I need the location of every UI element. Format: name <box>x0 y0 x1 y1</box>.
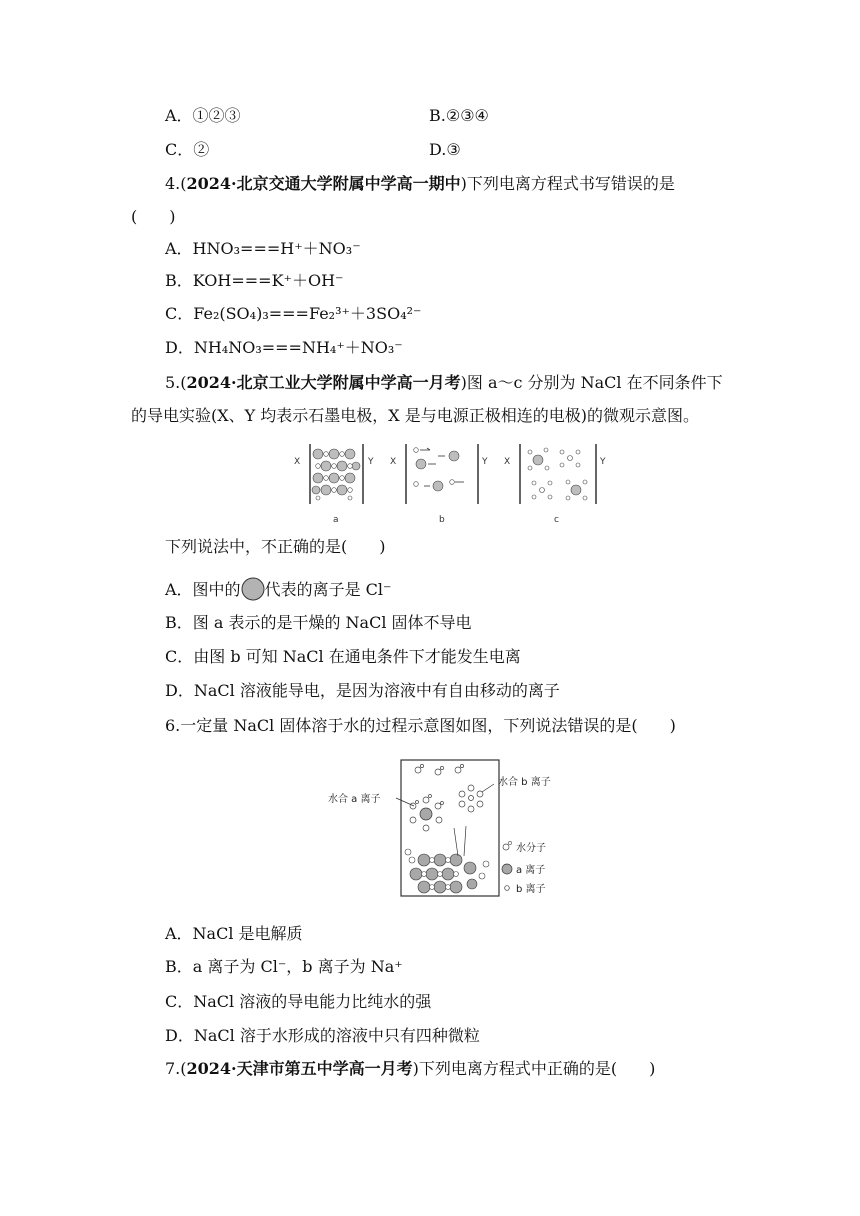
q4-option-d: D．NH₄NO₃===NH₄⁺＋NO₃⁻ <box>165 338 403 357</box>
panel-c <box>504 444 606 525</box>
q4-option-b: B．KOH===K⁺＋OH⁻ <box>165 271 344 290</box>
q6-option-d: D．NaCl 溶于水形成的溶液中只有四种微粒 <box>165 1026 480 1045</box>
panel-b-y-label: Y <box>482 457 488 467</box>
q5-number: 5.( <box>165 373 187 392</box>
q4-option-c: C．Fe₂(SO₄)₃===Fe₂³⁺＋3SO₄²⁻ <box>165 304 422 323</box>
q4-number: 4.( <box>165 174 187 193</box>
q3-option-a: A．①②③ <box>165 106 241 125</box>
q3-option-b: B.②③④ <box>429 106 489 125</box>
q5-stem-text1: )图 a～c 分别为 NaCl 在不同条件下 <box>460 373 723 392</box>
panel-b <box>390 444 488 525</box>
q7-stem <box>165 1058 655 1080</box>
q6-stem: 6.一定量 NaCl 固体溶于水的过程示意图如图，下列说法错误的是( ) <box>165 716 676 735</box>
q4-stem <box>165 173 675 195</box>
panel-c-y-label: Y <box>600 457 606 467</box>
label-hydrated-a: 水合 a 离子 <box>328 794 381 805</box>
q4-option-a: A．HNO₃===H⁺＋NO₃⁻ <box>165 239 361 258</box>
q5-stem-line1 <box>165 372 723 394</box>
q5-source: 2024·北京工业大学附属中学高一月考 <box>186 373 461 392</box>
q5-option-d: D．NaCl 溶液能导电，是因为溶液中有自由移动的离子 <box>165 681 560 700</box>
legend-ion-a: a 离子 <box>516 865 546 876</box>
panel-c-x-label: X <box>504 457 511 467</box>
hydrated-b-ion <box>459 785 483 812</box>
label-hydrated-b: 水合 b 离子 <box>498 777 551 788</box>
q6-figure <box>326 756 566 904</box>
q6-option-a: A．NaCl 是电解质 <box>165 924 303 943</box>
q5-prompt: 下列说法中，不正确的是( ) <box>165 537 386 556</box>
q6-option-c: C．NaCl 溶液的导电能力比纯水的强 <box>165 992 432 1011</box>
q5-option-c: C．由图 b 可知 NaCl 在通电条件下才能发生电离 <box>165 647 521 666</box>
panel-a-x-label: X <box>294 457 301 467</box>
q4-stem-text: )下列电离方程式书写错误的是 <box>460 174 675 193</box>
legend-water: 水分子 <box>516 843 546 854</box>
hydrated-a-ion <box>410 795 444 832</box>
q5-option-a-suffix: 代表的离子是 Cl⁻ <box>264 580 392 599</box>
panel-a-y-label: Y <box>368 457 374 467</box>
q6-option-b: B．a 离子为 Cl⁻，b 离子为 Na⁺ <box>165 957 403 976</box>
panel-b-x-label: X <box>390 457 397 467</box>
legend-ion-b: b 离子 <box>516 884 546 895</box>
q5-option-a-prefix: A．图中的 <box>165 580 241 599</box>
q7-stem-text: )下列电离方程式中正确的是( ) <box>412 1059 656 1078</box>
q5-stem-line2: 的导电实验(X、Y 均表示石墨电极，X 是与电源正极相连的电极)的微观示意图。 <box>131 406 700 425</box>
panel-a-label: a <box>333 515 339 525</box>
q4-source: 2024·北京交通大学附属中学高一期中 <box>186 174 461 193</box>
panel-b-label: b <box>439 515 445 525</box>
q3-option-c: C．② <box>165 140 210 159</box>
q4-blank: ( ) <box>131 207 176 226</box>
panel-a <box>294 444 374 525</box>
panel-c-label: c <box>554 515 559 525</box>
q7-source: 2024·天津市第五中学高一月考 <box>186 1059 413 1078</box>
q5-option-a <box>165 577 391 601</box>
q3-option-d: D.③ <box>429 140 461 159</box>
q6-legend <box>502 841 546 895</box>
large-gray-ion-icon <box>241 577 265 601</box>
q5-option-b: B．图 a 表示的是干燥的 NaCl 固体不导电 <box>165 613 472 632</box>
q5-figure <box>288 438 618 530</box>
q7-number: 7.( <box>165 1059 187 1078</box>
